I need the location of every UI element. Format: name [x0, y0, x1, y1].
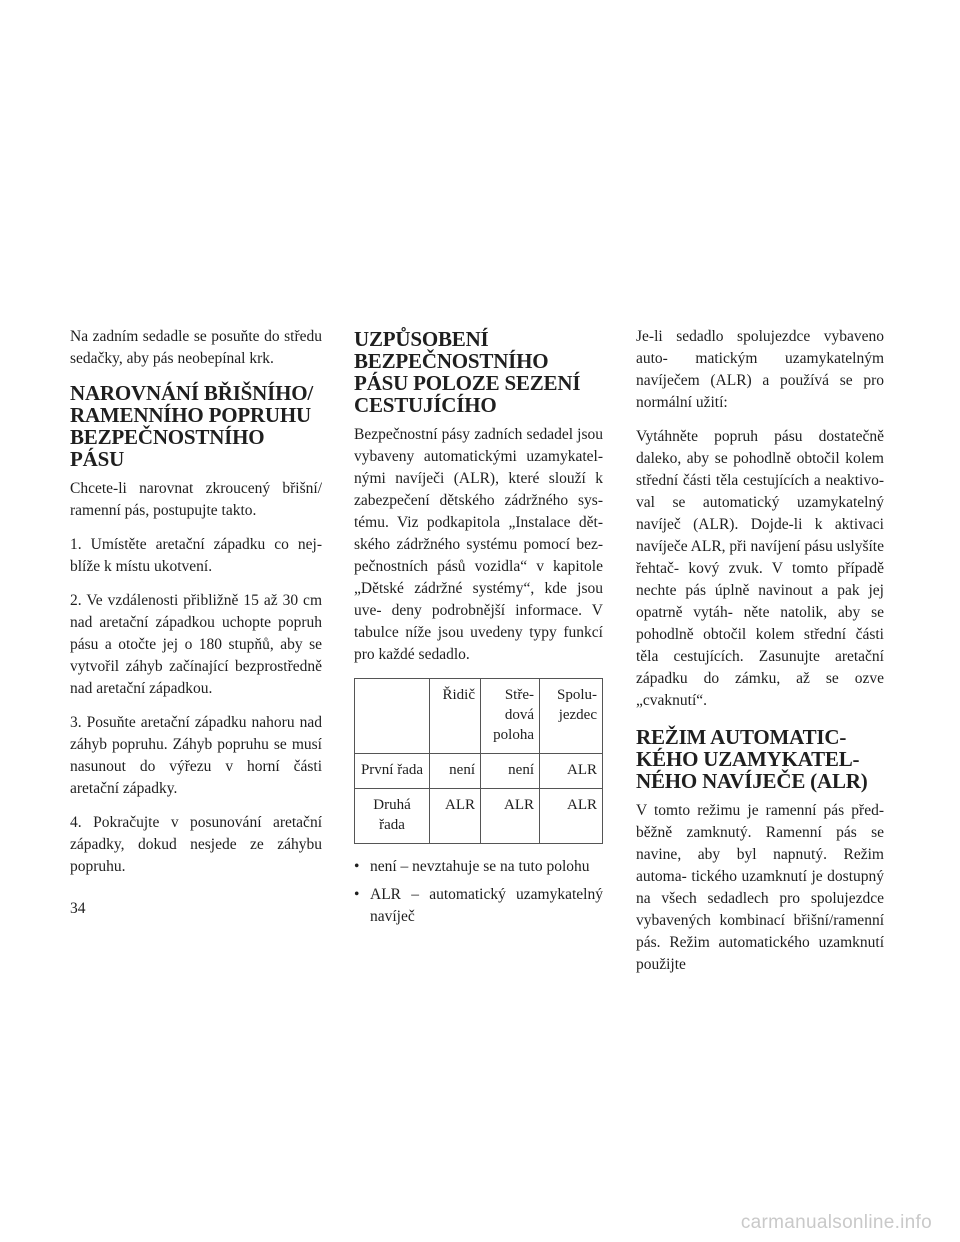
- table-cell: ALR: [430, 789, 481, 844]
- table-row: [355, 789, 603, 844]
- intro-paragraph: Na zadním sedadle se posuňte do středu sedačky, aby pás neobepínal krk.: [70, 328, 322, 367]
- section-heading-adjusting: UZPŮSOBENÍ BEZPEČNOSTNÍHO PÁSU POLOZE SEZENÍ CESTUJÍCÍHO: [354, 327, 581, 417]
- table-cell: ALR: [481, 789, 540, 844]
- table-header-row: [355, 679, 603, 754]
- step-3: 3. Posuňte aretační západku nahoru nad záhyb popruhu. Záhyb popruhu se musí nasunout do výřezu v horní části aretační západky.: [70, 714, 322, 797]
- step-2: 2. Ve vzdálenosti přibližně 15 až 30 cm nad aretační západkou uchopte popruh pásu a otočte jej o 180 stupňů, aby se vytvořil záhyb začínající bezprostředně nad aretační západkou.: [70, 592, 322, 697]
- table-row: [355, 754, 603, 789]
- paragraph: Bezpečnostní pásy zadních sedadel jsou vybaveny automatickými uzamykatel- nými navíječi (ALR), které slouží k zabezpečení dětského zádržného sys- tému. Viz podkapitola „Instalace dět- ského zádržného systému pomocí bez- pečnostních pásů vozidla“ v kapitole „Dětské zádržné systémy“, kde jsou uve- deny podrobnější informace. V tabulce níže jsou uvedeny typy funkcí pro každé sedadlo.: [354, 426, 603, 663]
- paragraph: Chcete-li narovnat zkroucený břišní/ ramenní pás, postupujte takto.: [70, 480, 322, 519]
- step-4: 4. Pokračujte v posunování aretační západky, dokud nesjede ze záhybu popruhu.: [70, 814, 322, 875]
- bullet-icon: •: [354, 886, 360, 903]
- table-header-cell: Spolu- jezdec: [540, 679, 603, 754]
- table-cell: není: [430, 754, 481, 789]
- table-cell: ALR: [540, 754, 603, 789]
- table-row-label: Druhá řada: [355, 789, 430, 844]
- paragraph: V tomto režimu je ramenní pás před- běžně zamknutý. Ramenní pás se navine, aby byl napnutý. Režim automa- tického uzamknutí je dostupný na všech sedadlech pro spolujezdce vybavených kombinací břišní/ramenní pás. Režim automatického uzamknutí použijte: [636, 802, 884, 973]
- watermark: carmanualsonline.info: [740, 1212, 932, 1233]
- page-number: 34: [70, 900, 86, 917]
- table-header-cell: Řidič: [430, 679, 481, 754]
- step-1: 1. Umístěte aretační západku co nej- blíže k místu ukotvení.: [70, 536, 322, 575]
- list-item: [354, 884, 603, 928]
- table-cell: není: [481, 754, 540, 789]
- legend-text: ALR – automatický uzamykatelný navíječ: [370, 886, 603, 925]
- section-heading-straightening: NAROVNÁNÍ BŘIŠNÍHO/ RAMENNÍHO POPRUHU BEZPEČNOSTNÍHO PÁSU: [70, 381, 313, 471]
- table-legend: [354, 856, 603, 928]
- table-cell: ALR: [540, 789, 603, 844]
- seat-function-table: [354, 678, 603, 844]
- bullet-icon: •: [354, 858, 360, 875]
- table-row-label: První řada: [355, 754, 430, 789]
- table-header-cell: [355, 679, 430, 754]
- paragraph: Je-li sedadlo spolujezdce vybaveno auto- matickým uzamykatelným navíječem (ALR) a používá se pro normální užití:: [636, 328, 884, 411]
- table-header-cell: Stře- dová poloha: [481, 679, 540, 754]
- legend-text: není – nevztahuje se na tuto polohu: [370, 858, 590, 875]
- column-right: [636, 326, 884, 988]
- section-heading-alr-mode: REŽIM AUTOMATIC- KÉHO UZAMYKATEL- NÉHO NAVÍJEČE (ALR): [636, 725, 868, 793]
- paragraph: Vytáhněte popruh pásu dostatečně daleko, aby se pohodlně obtočil kolem střední části těla cestujících a neaktivo- val se automatický uzamykatelný navíječ (ALR). Dojde-li k aktivaci navíječe ALR, při navíjení pásu uslyšíte řehtač- kový zvuk. V tomto případě nechte pás úplně navinout a pak jej opatrně vytáh- něte natolik, aby se pohodlně obtočil kolem střední části těla cestujících. Zasunujte aretační západku do zámku, až se ozve „cvaknutí“.: [636, 428, 884, 709]
- column-middle: [354, 326, 603, 934]
- list-item: [354, 856, 603, 878]
- column-left: [70, 326, 322, 890]
